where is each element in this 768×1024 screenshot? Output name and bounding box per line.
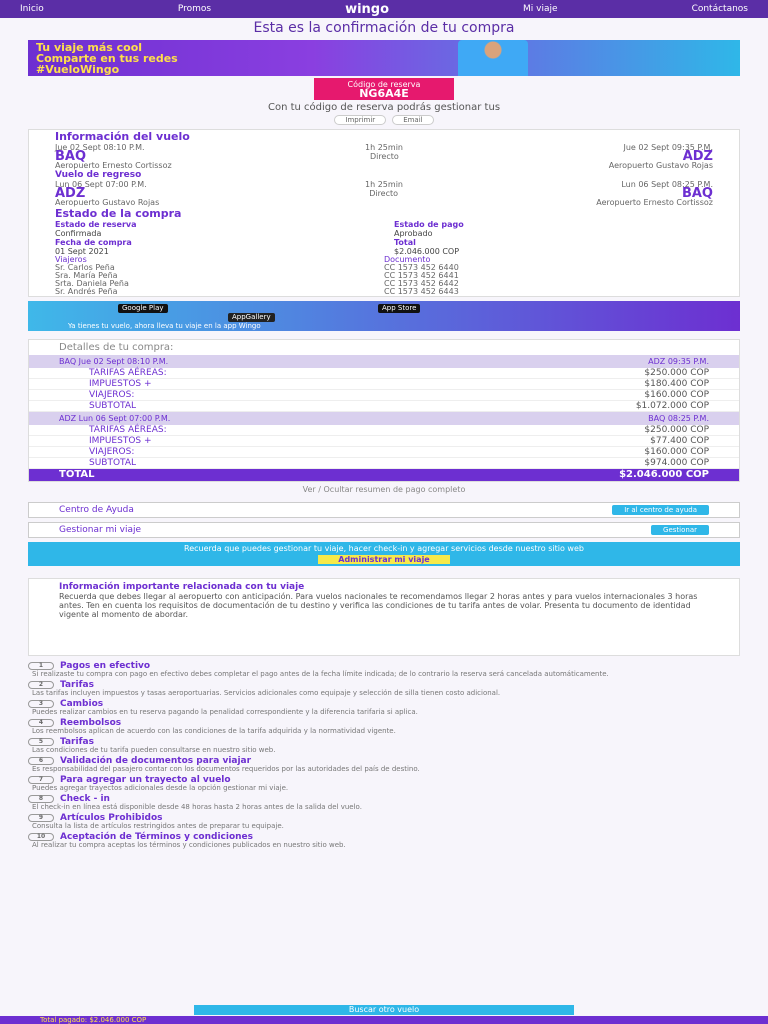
policy-heading[interactable] <box>28 795 740 803</box>
price-row <box>29 458 739 469</box>
purchase-date-value: 01 Sept 2021 <box>55 247 109 256</box>
manage-banner-text: Recuerda que puedes gestionar tu viaje, hacer check-in y agregar servicios desde nuestro sitio web <box>184 544 584 553</box>
leg-2-header <box>29 412 739 425</box>
policy-body: Puedes realizar cambios en tu reserva pagando la penalidad correspondiente y la diferencia tarifaria si aplica. <box>32 708 418 716</box>
total-row <box>29 469 739 481</box>
top-navigation <box>0 0 768 18</box>
price-row <box>29 425 739 436</box>
price-label: IMPUESTOS + <box>89 436 152 446</box>
price-row <box>29 436 739 447</box>
outbound-dep-date: Jue 02 Sept 08:10 P.M. <box>55 143 145 152</box>
manage-trip-button[interactable]: Gestionar <box>651 525 709 535</box>
policy-number: 5 <box>28 738 54 746</box>
price-label: TARIFAS AÉREAS: <box>89 425 167 435</box>
return-arr-airport: Aeropuerto Ernesto Cortissoz <box>596 198 713 207</box>
policy-number: 9 <box>28 814 54 822</box>
google-play-button[interactable]: Google Play <box>118 304 168 313</box>
outbound-arr-date: Jue 02 Sept 09:35 P.M. <box>623 143 713 152</box>
passenger-name: Srta. Daniela Peña <box>55 279 129 288</box>
return-direct-label: Directo <box>369 189 399 198</box>
outbound-dates <box>29 143 739 152</box>
policy-title: Reembolsos <box>60 718 122 728</box>
details-title: Detalles de tu compra: <box>59 342 174 353</box>
price-row <box>29 390 739 401</box>
booking-status-value: Confirmada <box>55 229 102 238</box>
return-dep-iata: ADZ <box>55 186 86 201</box>
policy-heading[interactable] <box>28 662 740 670</box>
purchase-status-grid <box>29 220 739 256</box>
return-dep-airport: Aeropuerto Gustavo Rojas <box>55 198 160 207</box>
policy-body: Puedes agregar trayectos adicionales desde la opción gestionar mi viaje. <box>32 784 289 792</box>
outbound-dep-airport: Aeropuerto Ernesto Cortissoz <box>55 161 172 170</box>
booking-code-label: Código de reserva <box>347 80 421 89</box>
hero-person-image <box>458 40 528 76</box>
hero-hashtag: #VueloWingo <box>36 63 120 76</box>
return-flight-title: Vuelo de regreso <box>55 170 142 180</box>
policy-heading[interactable] <box>28 700 740 708</box>
passenger-doc: CC 1573 452 6443 <box>384 287 459 296</box>
policy-number: 7 <box>28 776 54 784</box>
policy-number: 1 <box>28 662 54 670</box>
purchase-date-label: Fecha de compra <box>55 238 132 247</box>
manage-trip-cta[interactable]: Administrar mi viaje <box>318 555 449 564</box>
passengers-header-doc: Documento <box>384 255 431 264</box>
outbound-arr-iata: ADZ <box>682 149 713 164</box>
price-label: IMPUESTOS + <box>89 379 152 389</box>
price-row <box>29 447 739 458</box>
flight-info-title: Información del vuelo <box>55 130 190 143</box>
nav-promos-link[interactable]: Promos <box>177 4 212 14</box>
price-label: SUBTOTAL <box>89 458 137 468</box>
app-gallery-button[interactable]: AppGallery <box>228 313 275 322</box>
price-label: SUBTOTAL <box>89 401 137 411</box>
manage-trip-title: Gestionar mi viaje <box>59 525 142 535</box>
manage-banner <box>28 542 740 566</box>
return-duration: 1h 25min <box>365 180 403 189</box>
payment-status-label: Estado de pago <box>394 220 464 229</box>
search-another-flight-button[interactable]: Buscar otro vuelo <box>194 1005 574 1015</box>
nav-home-link[interactable]: Inicio <box>20 4 44 14</box>
leg-1-route: BAQ Jue 02 Sept 08:10 P.M. <box>59 357 169 366</box>
policy-heading[interactable] <box>28 681 740 689</box>
page-title: Esta es la confirmación de tu compra <box>253 20 515 36</box>
policy-title: Cambios <box>60 699 104 709</box>
price-value: $250.000 COP <box>644 368 709 378</box>
policy-body: Los reembolsos aplican de acuerdo con las condiciones de la tarifa adquirida y la normatividad vigente. <box>32 727 396 735</box>
booking-code: NG6A4E <box>359 87 409 100</box>
help-center-button[interactable]: Ir al centro de ayuda <box>612 505 709 515</box>
wingo-logo[interactable]: wingo <box>345 1 390 17</box>
passenger-name: Sra. María Peña <box>55 271 118 280</box>
purchase-total-label: Total <box>394 238 416 247</box>
price-value: $180.400 COP <box>644 379 709 389</box>
policy-body: El check-in en línea está disponible desde 48 horas hasta 2 horas antes de la salida del vuelo. <box>32 803 362 811</box>
leg-2-arrival: BAQ 08:25 P.M. <box>648 414 709 423</box>
outbound-airport-names <box>29 161 739 170</box>
policy-title: Para agregar un trayecto al vuelo <box>60 775 231 785</box>
policy-body: Consulta la lista de artículos restringidos antes de preparar tu equipaje. <box>32 822 284 830</box>
policy-heading[interactable] <box>28 776 740 784</box>
policy-heading[interactable] <box>28 833 740 841</box>
important-info-card <box>28 578 740 656</box>
passenger-name: Sr. Andrés Peña <box>55 287 118 296</box>
action-buttons <box>0 115 768 125</box>
passenger-doc: CC 1573 452 6440 <box>384 263 459 272</box>
policy-body: Es responsabilidad del pasajero contar con los documentos requeridos por las autoridades del país de destino. <box>32 765 420 773</box>
passenger-name: Sr. Carlos Peña <box>55 263 115 272</box>
price-row <box>29 401 739 412</box>
price-value: $77.400 COP <box>650 436 709 446</box>
passenger-doc: CC 1573 452 6441 <box>384 271 459 280</box>
policy-body: Al realizar tu compra aceptas los términos y condiciones publicados en nuestro sitio web. <box>32 841 346 849</box>
policy-heading[interactable] <box>28 814 740 822</box>
hero-text <box>36 42 336 75</box>
help-center-title: Centro de Ayuda <box>59 505 134 515</box>
policy-number: 4 <box>28 719 54 727</box>
price-value: $160.000 COP <box>644 447 709 457</box>
policy-number: 10 <box>28 833 54 841</box>
app-stores-banner <box>28 301 740 331</box>
leg-2-route: ADZ Lun 06 Sept 07:00 P.M. <box>59 414 171 423</box>
policy-heading[interactable] <box>28 738 740 746</box>
price-value: $160.000 COP <box>644 390 709 400</box>
policy-title: Check - in <box>60 794 110 804</box>
price-label: VIAJEROS: <box>89 447 135 457</box>
price-row <box>29 368 739 379</box>
price-row <box>29 379 739 390</box>
total-label: TOTAL <box>59 469 95 480</box>
price-value: $974.000 COP <box>644 458 709 468</box>
passengers-table <box>29 256 739 296</box>
purchase-status-title: Estado de la compra <box>55 207 182 220</box>
hero-line-2: Comparte en tus redes <box>36 52 178 65</box>
return-airports <box>29 186 739 201</box>
outbound-direct-label: Directo <box>369 152 399 161</box>
policy-title: Aceptación de Términos y condiciones <box>60 832 253 842</box>
passengers-header-name: Viajeros <box>55 255 87 264</box>
print-button[interactable]: Imprimir <box>334 115 386 125</box>
bottom-total-bar: Total pagado: $2.046.000 COP <box>0 1016 768 1024</box>
policy-title: Artículos Prohibidos <box>60 813 163 823</box>
policy-title: Tarifas <box>60 737 94 747</box>
passenger-doc: CC 1573 452 6442 <box>384 279 459 288</box>
flight-info-card <box>28 129 740 297</box>
booking-status-label: Estado de reserva <box>55 220 137 229</box>
policy-title: Validación de documentos para viajar <box>60 756 252 766</box>
outbound-arr-airport: Aeropuerto Gustavo Rojas <box>608 161 713 170</box>
nav-my-trip-link[interactable]: Mi viaje <box>523 4 558 14</box>
hero-banner <box>28 40 740 76</box>
policy-number: 2 <box>28 681 54 689</box>
manage-trip-row <box>28 522 740 538</box>
return-arr-iata: BAQ <box>681 186 713 201</box>
app-store-button[interactable]: App Store <box>378 304 420 313</box>
policy-body: Si realizaste tu compra con pago en efectivo debes completar el pago antes de la fecha límite indicada; de lo contrario la reserva será cancelada automáticamente. <box>32 670 609 678</box>
app-promo-text: Ya tienes tu vuelo, ahora lleva tu viaje en la app Wingo <box>68 322 261 330</box>
outbound-airports <box>29 149 739 164</box>
price-label: TARIFAS AÉREAS: <box>89 368 167 378</box>
return-airport-names <box>29 198 739 207</box>
policy-title: Tarifas <box>60 680 94 690</box>
price-value: $250.000 COP <box>644 425 709 435</box>
price-value: $1.072.000 COP <box>635 401 709 411</box>
purchase-total-value: $2.046.000 COP <box>394 247 460 256</box>
policy-heading[interactable] <box>28 757 740 765</box>
nav-contact-link[interactable]: Contáctanos <box>691 4 748 14</box>
policy-number: 3 <box>28 700 54 708</box>
outbound-duration: 1h 25min <box>365 143 403 152</box>
important-info-body: Recuerda que debes llegar al aeropuerto con anticipación. Para vuelos nacionales te recomendamos llegar 2 horas antes y para vuelos internacionales 3 horas antes. Ten en cuenta los requisitos de documentación de tu destino y verifica las condiciones de tu tarifa antes de volar. Presenta tu documento de identidad vigente al momento de abordar. <box>59 592 698 619</box>
policy-number: 8 <box>28 795 54 803</box>
leg-1-header <box>29 355 739 368</box>
help-center-row <box>28 502 740 518</box>
policy-number: 6 <box>28 757 54 765</box>
price-label: VIAJEROS: <box>89 390 135 400</box>
total-value: $2.046.000 COP <box>619 469 709 480</box>
help-section <box>28 502 740 538</box>
booking-code-box <box>314 78 454 100</box>
policy-heading[interactable] <box>28 719 740 727</box>
policy-body: Las tarifas incluyen impuestos y tasas aeroportuarias. Servicios adicionales como equipaje y selección de silla tienen costo adicional. <box>32 689 501 697</box>
leg-1-arrival: ADZ 09:35 P.M. <box>648 357 709 366</box>
return-arr-date: Lun 06 Sept 08:25 P.M. <box>621 180 713 189</box>
return-dep-date: Lun 06 Sept 07:00 P.M. <box>55 180 147 189</box>
hero-line-1: Tu viaje más cool <box>36 41 143 54</box>
policy-title: Pagos en efectivo <box>60 661 151 671</box>
purchase-details <box>28 339 740 482</box>
toggle-summary-link[interactable]: Ver / Ocultar resumen de pago completo <box>302 485 466 494</box>
email-button[interactable]: Email <box>392 115 433 125</box>
policies-list <box>28 662 740 849</box>
manage-info-text: Con tu código de reserva podrás gestionar tus <box>267 102 501 113</box>
outbound-dep-iata: BAQ <box>55 149 87 164</box>
important-info-title: Información importante relacionada con tu viaje <box>59 582 305 592</box>
policy-body: Las condiciones de tu tarifa pueden consultarse en nuestro sitio web. <box>32 746 276 754</box>
return-dates <box>29 180 739 189</box>
payment-status-value: Aprobado <box>394 229 433 238</box>
